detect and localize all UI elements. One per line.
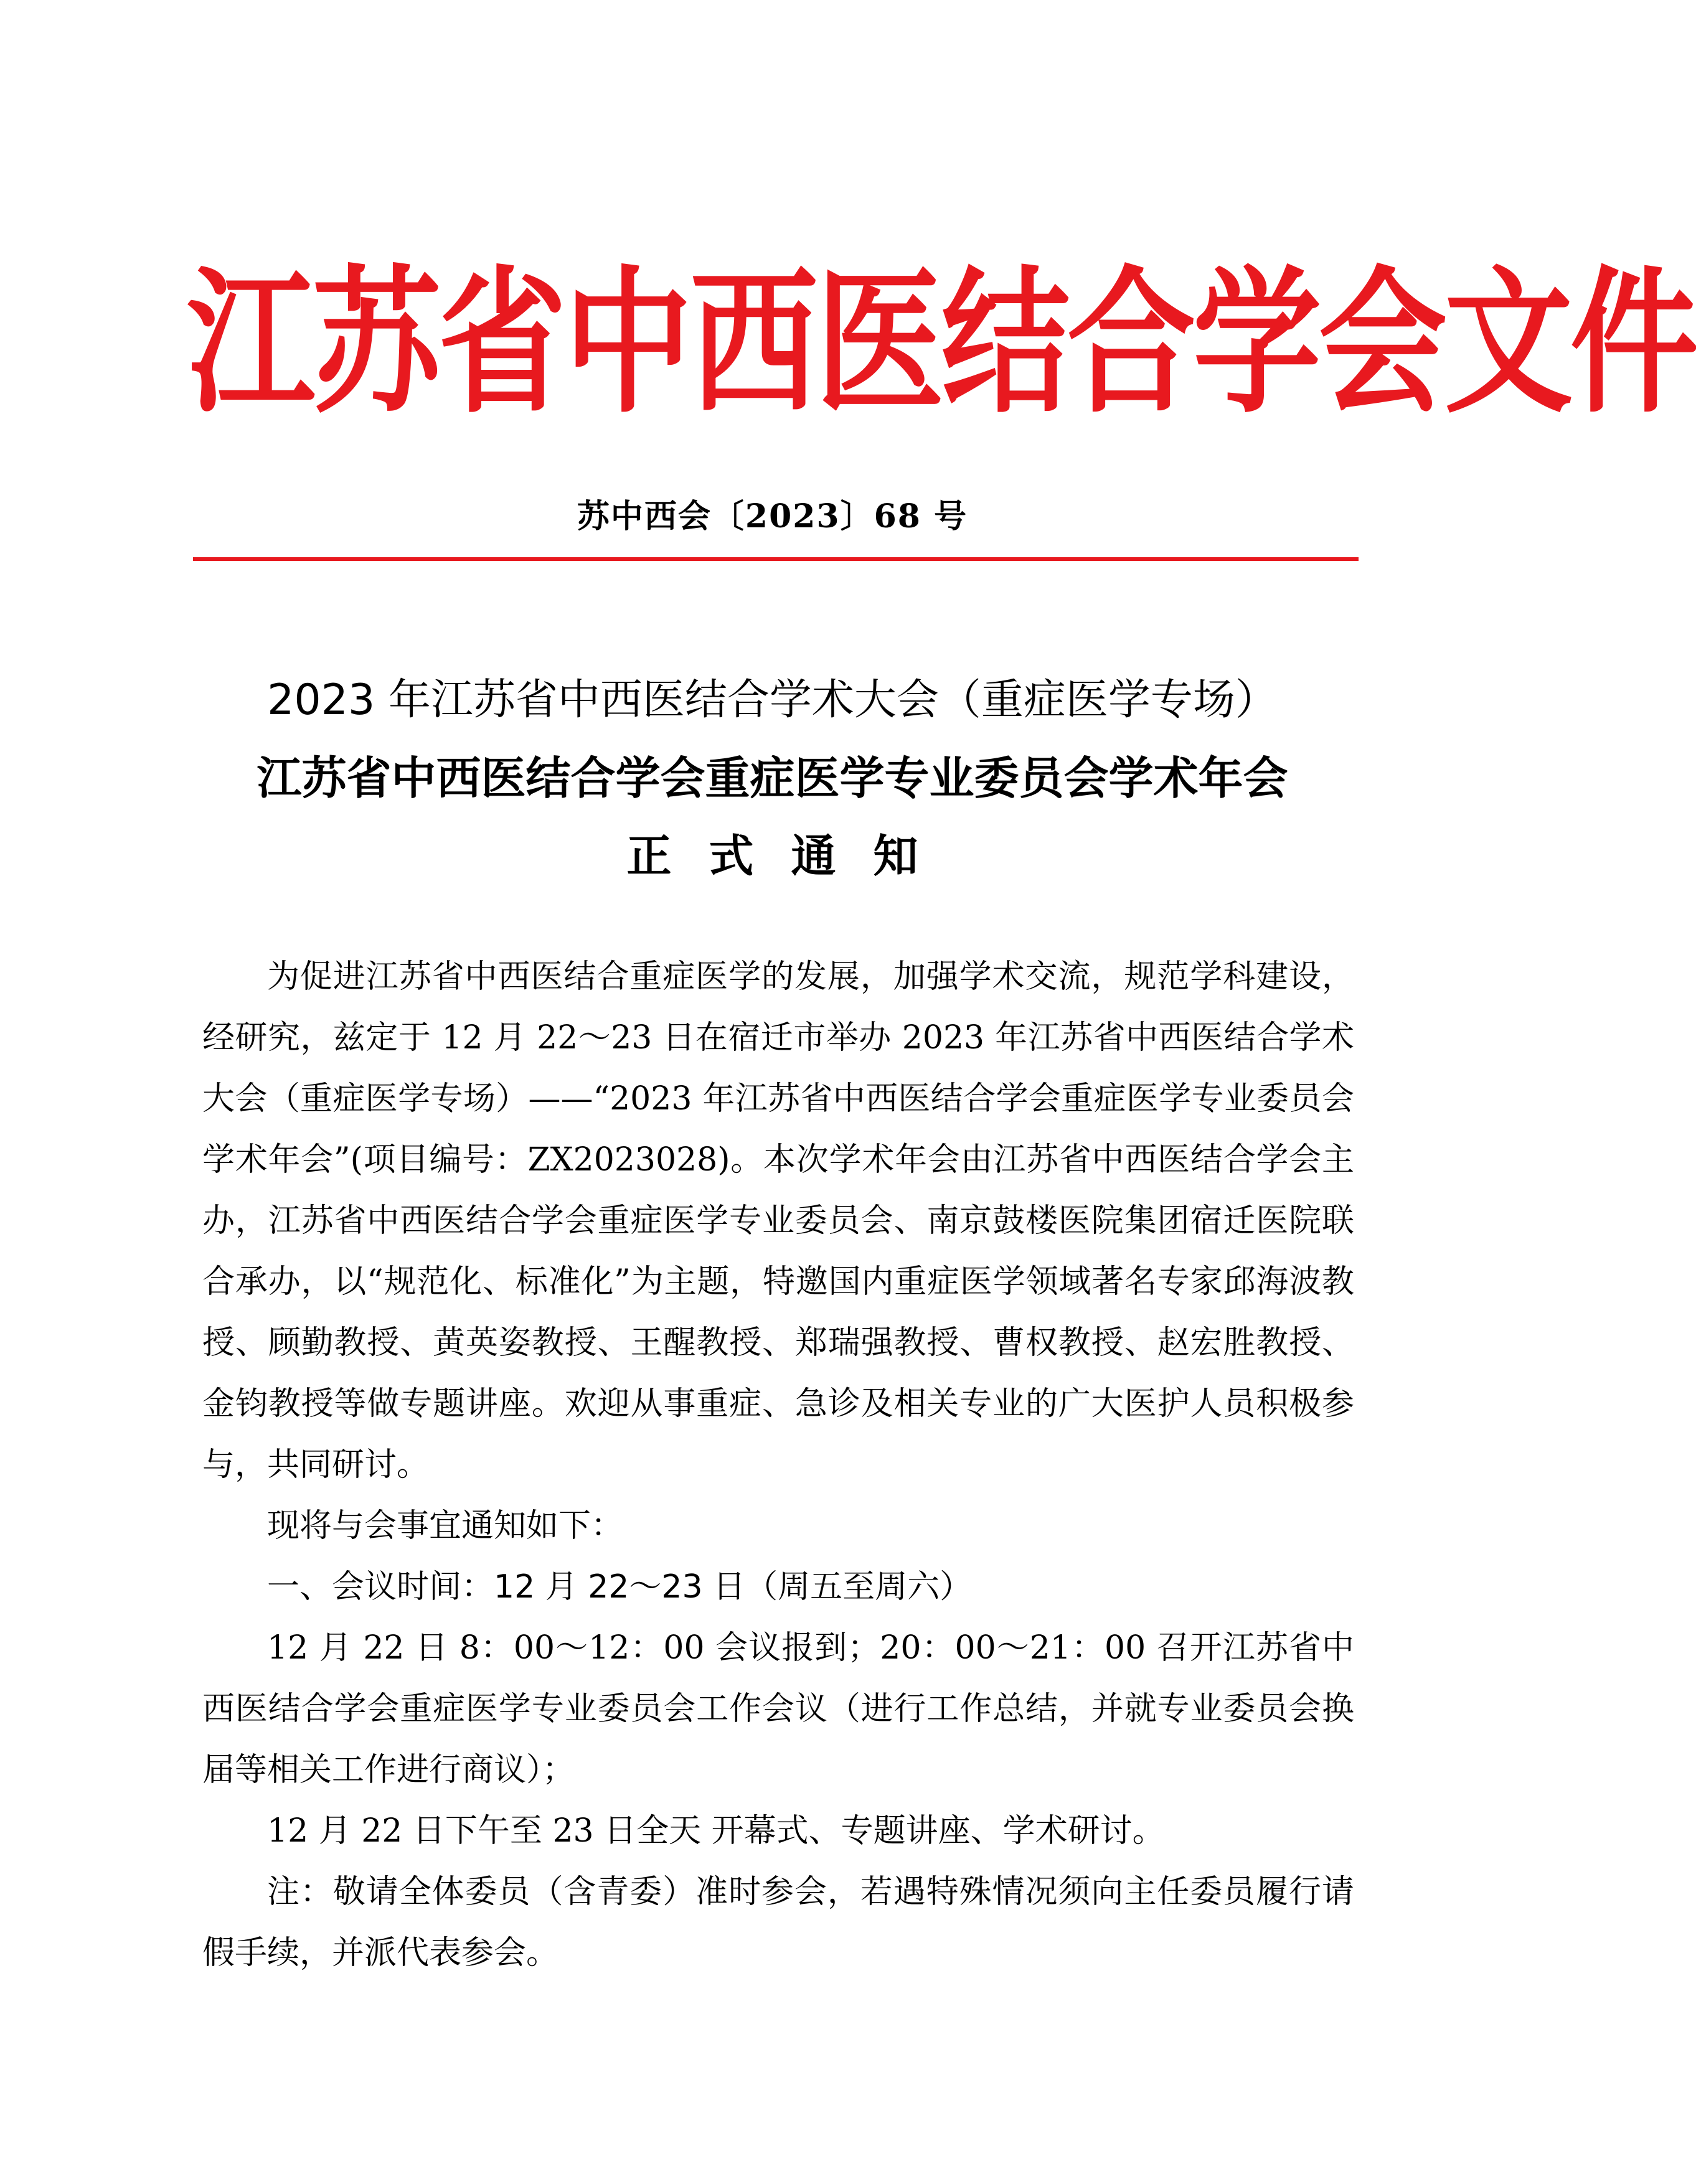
note-paragraph: 注：敬请全体委员（含青委）准时参会，若遇特殊情况须向主任委员履行请假手续，并派代表参会。 [202, 1873, 1354, 1972]
section-heading-meeting-time: 一、会议时间：12 月 22～23 日（周五至周六） [267, 1568, 973, 1606]
notice-title-line-1: 2023 年江苏省中西医结合学术大会（重症医学专场） [267, 675, 1278, 725]
intro-paragraph: 为促进江苏省中西医结合重症医学的发展，加强学术交流，规范学科建设，经研究，兹定于 12 月 22～23 日在宿迁市举办 2023 年江苏省中西医结合学术大会（重症医学专场）——“2023 年江苏省中西医结合学会重症医学专业委员会学术年会”(项目编号：ZX2023028)。本次学术年会由江苏省中西医结合学会主办，江苏省中西医结合学会重症医学专业委员会、南京鼓楼医院集团宿迁医院联合承办，以“规范化、标准化”为主题，特邀国内重症医学领域著名专家邱海波教授、顾勤教授、黄英姿教授、王醒教授、郑瑞强教授、曹权教授、赵宏胜教授、金钧教授等做专题讲座。欢迎从事重症、急诊及相关专业的广大医护人员积极参与，共同研讨。 [202, 958, 1354, 1484]
masthead-title: 江苏省中西医结合学会文件 [187, 250, 1696, 435]
lead-paragraph: 现将与会事宜通知如下： [267, 1507, 624, 1545]
notice-title-line-2: 江苏省中西医结合学会重症医学专业委员会学术年会 [257, 751, 1288, 804]
schedule-paragraph-2: 12 月 22 日下午至 23 日全天 开幕式、专题讲座、学术研讨。 [267, 1812, 1165, 1850]
notice-title-line-3: 正式通知 [626, 829, 956, 882]
document-number: 苏中西会〔2023〕68 号 [577, 497, 968, 535]
red-divider [193, 557, 1359, 561]
schedule-paragraph-1: 12 月 22 日 8：00～12：00 会议报到；20：00～21：00 召开江苏省中西医结合学会重症医学专业委员会工作会议（进行工作总结，并就专业委员会换届等相关工作进行商议）； [202, 1629, 1354, 1789]
notice-body [202, 946, 1354, 1984]
